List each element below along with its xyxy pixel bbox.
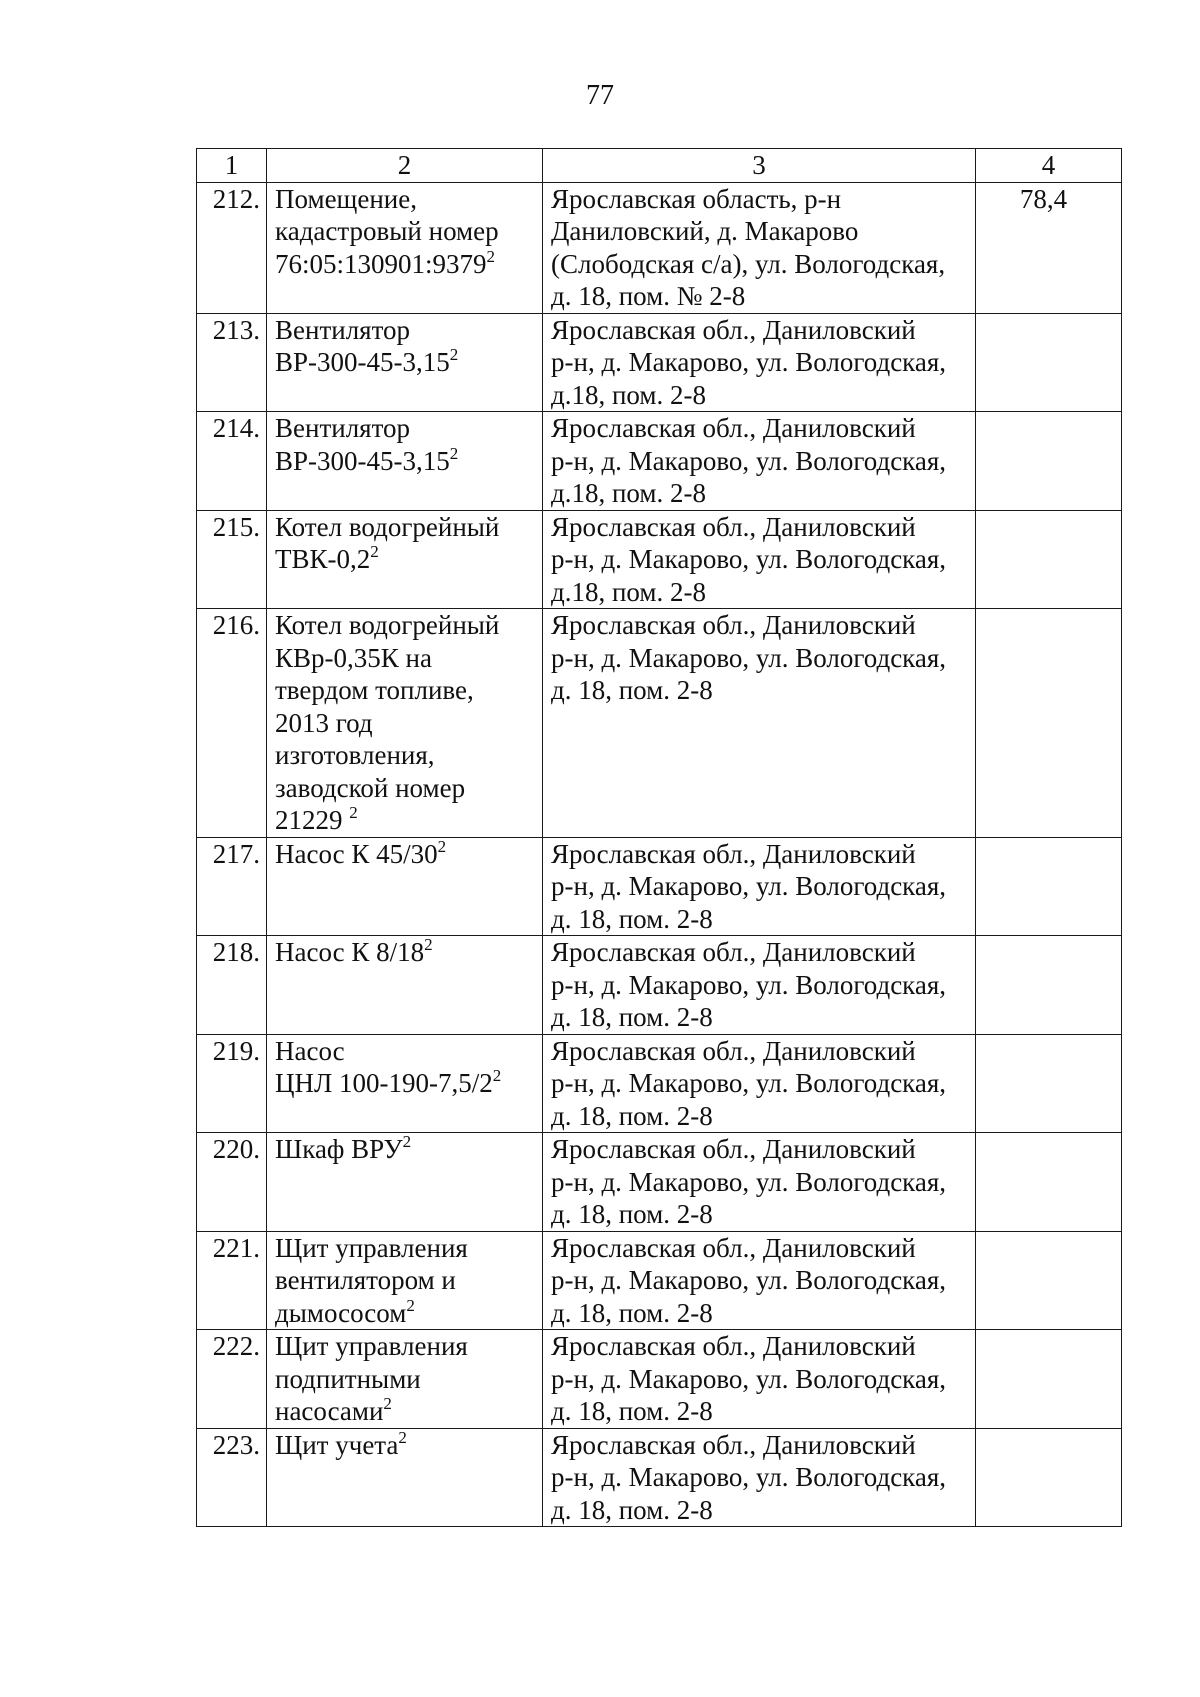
item-area: [976, 1034, 1122, 1133]
footnote-mark: 2: [349, 803, 358, 822]
footnote-mark: 2: [449, 345, 459, 364]
item-address: Ярославская обл., Даниловский р-н, д. Макарово, ул. Вологодская, д. 18, пом. 2-8: [543, 837, 976, 936]
item-name-cell: [267, 936, 543, 1035]
row-number: 213.: [197, 313, 267, 412]
table-row: [197, 1034, 1122, 1133]
item-area: [976, 1133, 1122, 1232]
item-area: [976, 1428, 1122, 1527]
item-name-cell: [267, 609, 543, 838]
item-address: Ярославская обл., Даниловский р-н, д. Макарово, ул. Вологодская, д.18, пом. 2-8: [543, 412, 976, 511]
table-body: [197, 182, 1122, 1527]
table-row: [197, 510, 1122, 609]
footnote-mark: 2: [370, 542, 379, 561]
footnote-mark: 2: [424, 935, 433, 954]
item-address: Ярославская обл., Даниловский р-н, д. Макарово, ул. Вологодская, д. 18, пом. 2-8: [543, 936, 976, 1035]
table-row: [197, 936, 1122, 1035]
item-name: Котел водогрейный ТВК-0,2: [275, 511, 500, 574]
page-number: 77: [586, 80, 614, 111]
row-number: 217.: [197, 837, 267, 936]
item-area: 78,4: [976, 182, 1122, 313]
table-header-row: [197, 149, 1122, 183]
item-address: Ярославская область, р-н Даниловский, д. Макарово (Слободская с/а), ул. Вологодская, д. 18, пом. № 2-8: [543, 182, 976, 313]
item-name: Вентилятор ВР-300-45-3,15: [275, 413, 450, 476]
item-name-cell: [267, 1428, 543, 1527]
table-row: [197, 1428, 1122, 1527]
item-name: Щит управления вентилятором и дымососом: [275, 1232, 468, 1328]
item-area: [976, 412, 1122, 511]
item-name-cell: [267, 1330, 543, 1429]
row-number: 216.: [197, 609, 267, 838]
row-number: 221.: [197, 1231, 267, 1330]
footnote-mark: 2: [406, 1295, 415, 1315]
table-row: [197, 313, 1122, 412]
item-area: [976, 1231, 1122, 1330]
item-address: Ярославская обл., Даниловский р-н, д. Макарово, ул. Вологодская, д.18, пом. 2-8: [543, 510, 976, 609]
column-header: 2: [267, 149, 543, 183]
item-name: Насос К 45/30: [275, 838, 438, 869]
table-row: [197, 1231, 1122, 1330]
item-area: [976, 313, 1122, 412]
column-header: 3: [543, 149, 976, 183]
row-number: 212.: [197, 182, 267, 313]
item-address: Ярославская обл., Даниловский р-н, д. Макарово, ул. Вологодская, д. 18, пом. 2-8: [543, 1034, 976, 1133]
footnote-mark: 2: [383, 1394, 392, 1413]
item-address: Ярославская обл., Даниловский р-н, д. Макарово, ул. Вологодская, д. 18, пом. 2-8: [543, 609, 976, 838]
item-name-cell: [267, 837, 543, 936]
item-area: [976, 609, 1122, 838]
footnote-mark: 2: [486, 246, 496, 266]
table-row: [197, 1330, 1122, 1429]
footnote-mark: 2: [449, 443, 459, 463]
item-name-cell: [267, 412, 543, 511]
row-number: 219.: [197, 1034, 267, 1133]
item-name: Щит управления подпитными насосами: [275, 1331, 468, 1426]
item-name: Насос ЦНЛ 100-190-7,5/2: [275, 1035, 493, 1098]
item-name-cell: [267, 1231, 543, 1330]
table-row: [197, 182, 1122, 313]
item-name: Шкаф ВРУ: [275, 1134, 403, 1164]
table-row: [197, 837, 1122, 936]
property-table: [196, 148, 1122, 1527]
item-area: [976, 1330, 1122, 1429]
item-name-cell: [267, 313, 543, 412]
table-row: [197, 412, 1122, 511]
item-name-cell: [267, 1133, 543, 1232]
row-number: 223.: [197, 1428, 267, 1527]
row-number: 218.: [197, 936, 267, 1035]
item-name: Вентилятор ВР-300-45-3,15: [275, 314, 450, 377]
item-address: Ярославская обл., Даниловский р-н, д. Макарово, ул. Вологодская, д. 18, пом. 2-8: [543, 1330, 976, 1429]
column-header: 4: [976, 149, 1122, 183]
footnote-mark: 2: [402, 1132, 412, 1151]
item-address: Ярославская обл., Даниловский р-н, д. Макарово, ул. Вологодская, д.18, пом. 2-8: [543, 313, 976, 412]
row-number: 215.: [197, 510, 267, 609]
item-area: [976, 837, 1122, 936]
item-address: Ярославская обл., Даниловский р-н, д. Макарово, ул. Вологодская, д. 18, пом. 2-8: [543, 1428, 976, 1527]
item-address: Ярославская обл., Даниловский р-н, д. Макарово, ул. Вологодская, д. 18, пом. 2-8: [543, 1133, 976, 1232]
item-name-cell: [267, 510, 543, 609]
footnote-mark: 2: [437, 837, 447, 856]
item-area: [976, 936, 1122, 1035]
item-name-cell: [267, 1034, 543, 1133]
footnote-mark: 2: [398, 1428, 407, 1447]
item-name: Насос К 8/18: [275, 937, 425, 967]
item-name: Щит учета: [275, 1429, 399, 1460]
row-number: 222.: [197, 1330, 267, 1429]
item-address: Ярославская обл., Даниловский р-н, д. Макарово, ул. Вологодская, д. 18, пом. 2-8: [543, 1231, 976, 1330]
table-row: [197, 609, 1122, 838]
table-row: [197, 1133, 1122, 1232]
item-name: Помещение, кадастровый номер 76:05:130901:9379: [275, 183, 499, 279]
row-number: 220.: [197, 1133, 267, 1232]
row-number: 214.: [197, 412, 267, 511]
item-name: Котел водогрейный КВр-0,35К на твердом топливе, 2013 год изготовления, заводской номер 21229: [275, 610, 500, 835]
footnote-mark: 2: [492, 1066, 502, 1085]
item-name-cell: [267, 182, 543, 313]
item-area: [976, 510, 1122, 609]
column-header: 1: [197, 149, 267, 183]
